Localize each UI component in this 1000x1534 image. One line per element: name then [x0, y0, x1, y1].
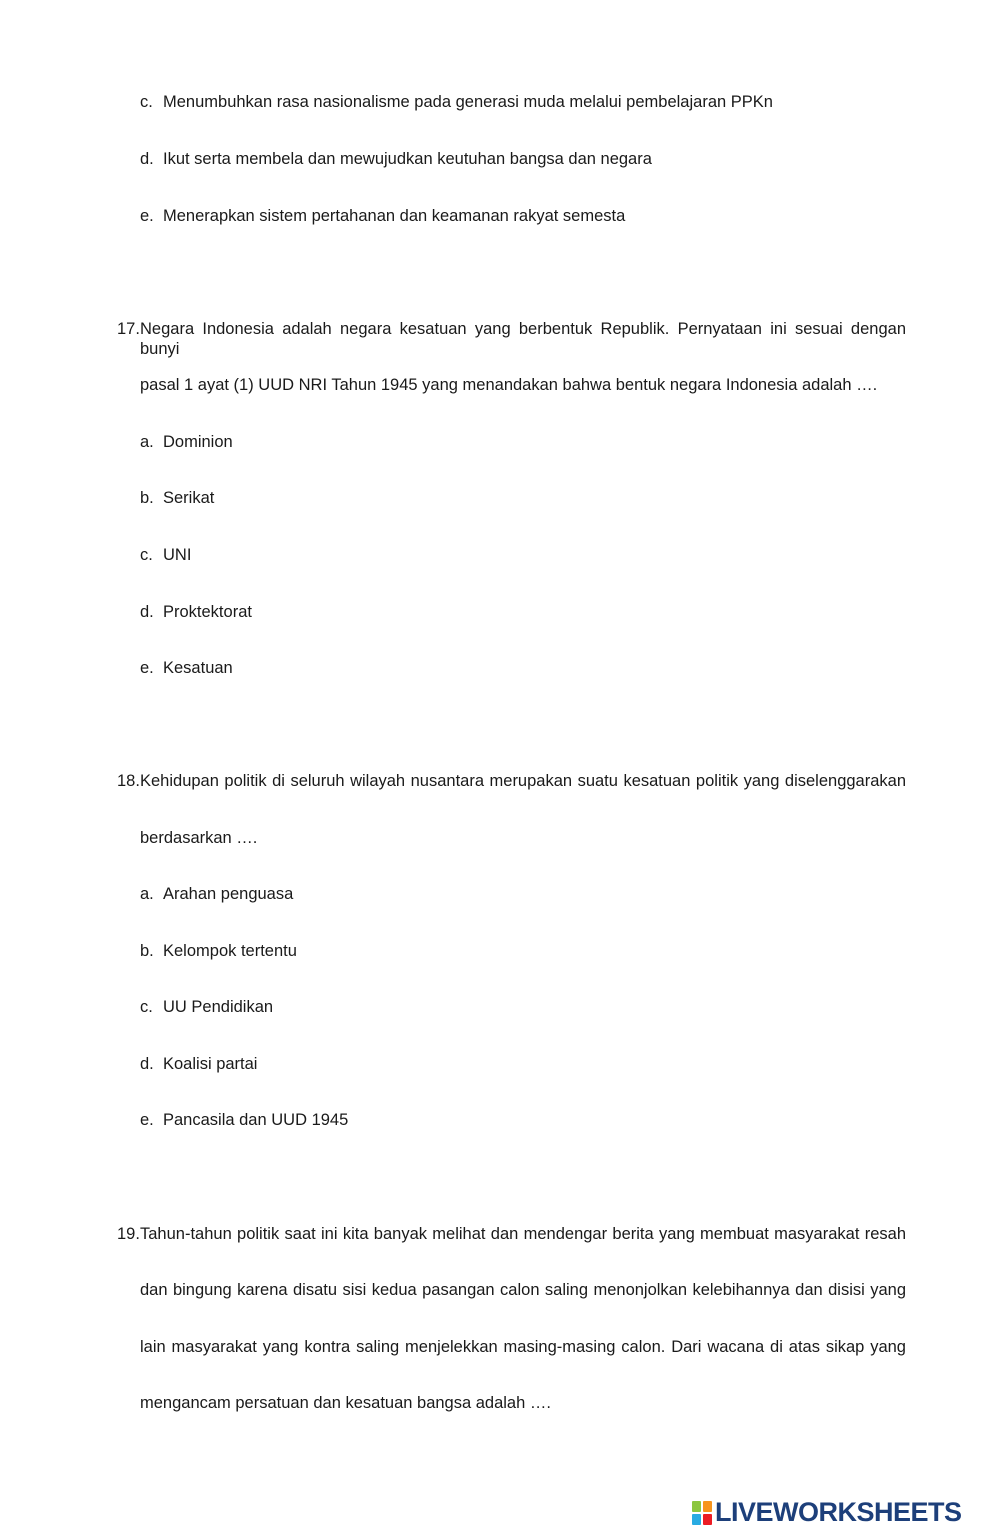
- option-letter: e.: [140, 207, 154, 225]
- q19-text-line1: Tahun-tahun politik saat ini kita banyak melihat dan mendengar berita yang membuat masyarakat resah: [140, 1225, 906, 1243]
- q18-option-e[interactable]: [140, 1110, 348, 1130]
- option-letter: d.: [140, 150, 154, 168]
- q19-number: 19.: [117, 1225, 140, 1243]
- q18-option-c[interactable]: [140, 997, 273, 1017]
- logo-tile-l: [692, 1501, 701, 1512]
- q18-option-d[interactable]: [140, 1054, 257, 1074]
- q19-text-line3: lain masyarakat yang kontra saling menjelekkan masing-masing calon. Dari wacana di atas sikap yang: [140, 1338, 906, 1356]
- option-text: Menerapkan sistem pertahanan dan keamanan rakyat semesta: [163, 207, 626, 225]
- option-text: Koalisi partai: [163, 1055, 258, 1073]
- liveworksheets-logo: [692, 1497, 962, 1528]
- q17-option-e[interactable]: [140, 658, 233, 678]
- option-text: Proktektorat: [163, 603, 252, 621]
- q18-option-b[interactable]: [140, 941, 297, 961]
- q17-option-b[interactable]: [140, 488, 214, 508]
- option-text: Pancasila dan UUD 1945: [163, 1111, 349, 1129]
- option-letter: e.: [140, 1111, 154, 1129]
- q17-number: 17.: [117, 320, 140, 338]
- option-text: Dominion: [163, 433, 233, 451]
- q18-text-line2: berdasarkan ….: [140, 829, 258, 847]
- option-letter: a.: [140, 433, 154, 451]
- option-text: Kelompok tertentu: [163, 942, 297, 960]
- q18-number: 18.: [117, 772, 140, 790]
- q17-text-line1: Negara Indonesia adalah negara kesatuan yang berbentuk Republik. Pernyataan ini sesuai dengan bunyi: [140, 320, 906, 358]
- option-text: Ikut serta membela dan mewujudkan keutuhan bangsa dan negara: [163, 150, 652, 168]
- option-letter: c.: [140, 93, 153, 111]
- q17-option-a[interactable]: [140, 432, 233, 452]
- q17-option-d[interactable]: [140, 602, 252, 622]
- option-letter: d.: [140, 603, 154, 621]
- option-letter: c.: [140, 546, 153, 564]
- logo-tile-v: [692, 1514, 701, 1525]
- option-letter: d.: [140, 1055, 154, 1073]
- q16-option-d[interactable]: [140, 149, 652, 169]
- option-text: UNI: [163, 546, 192, 564]
- option-text: Arahan penguasa: [163, 885, 294, 903]
- q18-option-a[interactable]: [140, 884, 293, 904]
- option-text: Kesatuan: [163, 659, 233, 677]
- q19-text-line2: dan bingung karena disatu sisi kedua pasangan calon saling menonjolkan kelebihannya dan disisi yang: [140, 1281, 906, 1299]
- option-letter: c.: [140, 998, 153, 1016]
- option-letter: e.: [140, 659, 154, 677]
- option-text: UU Pendidikan: [163, 998, 274, 1016]
- option-text: Menumbuhkan rasa nasionalisme pada generasi muda melalui pembelajaran PPKn: [163, 93, 773, 111]
- option-letter: a.: [140, 885, 154, 903]
- logo-tile-e: [703, 1514, 712, 1525]
- q17-text-line2: pasal 1 ayat (1) UUD NRI Tahun 1945 yang menandakan bahwa bentuk negara Indonesia adalah ….: [140, 376, 878, 394]
- option-letter: b.: [140, 489, 154, 507]
- q16-option-e[interactable]: [140, 206, 625, 226]
- q18-text-line1: Kehidupan politik di seluruh wilayah nusantara merupakan suatu kesatuan politik yang diselenggarakan: [140, 772, 906, 790]
- logo-tile-i: [703, 1501, 712, 1512]
- q16-option-c[interactable]: [140, 92, 773, 112]
- q17-option-c[interactable]: [140, 545, 191, 565]
- logo-tiles-icon: [692, 1501, 712, 1525]
- option-letter: b.: [140, 942, 154, 960]
- option-text: Serikat: [163, 489, 215, 507]
- q19-text-line4: mengancam persatuan dan kesatuan bangsa adalah ….: [140, 1394, 551, 1412]
- logo-text: LIVEWORKSHEETS: [715, 1497, 962, 1527]
